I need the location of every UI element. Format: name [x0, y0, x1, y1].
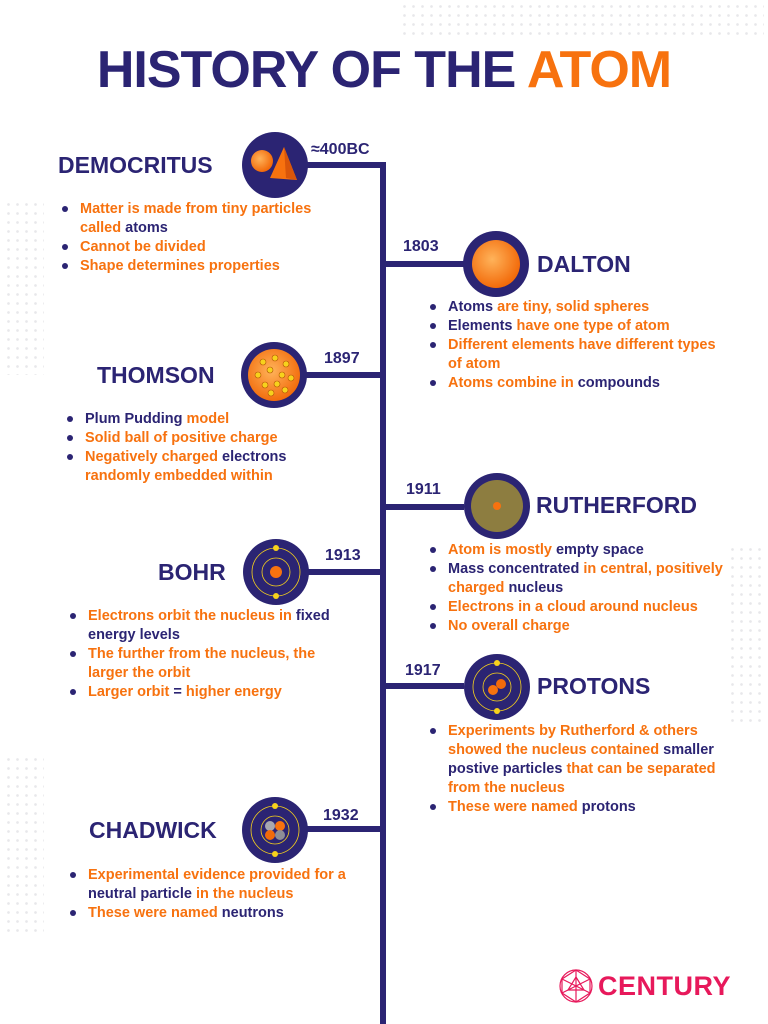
fact-text: fixed energy levels: [88, 608, 330, 643]
fact-text: Different elements have different types of atom: [448, 337, 716, 372]
timeline-branch: [380, 683, 464, 689]
title-accent: ATOM: [526, 41, 672, 99]
fact-text: electrons: [222, 449, 287, 465]
dot-pattern: [4, 200, 44, 375]
facts-thomson: [61, 410, 331, 486]
fact-text: that can be separated from the nucleus: [448, 761, 716, 796]
proton-nucleus-icon: [464, 654, 530, 720]
entry-year-chadwick: 1932: [323, 807, 359, 824]
dot-pattern: [728, 545, 766, 725]
fact-item: [56, 200, 346, 238]
orbit-model-icon: [243, 539, 309, 605]
fact-item: [424, 374, 724, 393]
fact-item: [424, 336, 724, 374]
entry-year-protons: 1917: [405, 662, 441, 679]
fact-item: [424, 298, 724, 317]
title-main: HISTORY OF THE: [96, 41, 527, 99]
fact-text: Atoms: [448, 299, 494, 315]
entry-name-protons: PROTONS: [537, 673, 651, 699]
century-logo: [558, 966, 748, 1004]
fact-text: Electrons orbit the nucleus in: [88, 608, 296, 624]
fact-item: [424, 598, 724, 617]
facts-protons: [424, 722, 734, 817]
fact-text: Solid ball of positive charge: [85, 430, 278, 446]
page-title: [0, 38, 768, 102]
fact-item: [424, 541, 724, 560]
fact-item: [56, 257, 346, 276]
fact-text: The further from the nucleus, the larger the orbit: [88, 646, 316, 681]
fact-text: Atoms combine in: [448, 375, 578, 391]
fact-item: [64, 607, 354, 645]
entry-name-rutherford: RUTHERFORD: [536, 492, 697, 518]
dot-pattern: [4, 755, 44, 935]
dot-pattern: [400, 2, 764, 38]
fact-text: Negatively charged: [85, 449, 222, 465]
timeline-branch: [306, 162, 386, 168]
fact-text: Shape determines properties: [80, 258, 280, 274]
fact-item: [64, 866, 364, 904]
fact-text: in the nucleus: [191, 886, 294, 902]
century-logo-icon: [558, 968, 594, 1004]
sphere-and-pyramid-icon: [242, 132, 308, 198]
fact-text: Plum Pudding: [85, 411, 183, 427]
timeline-branch: [380, 261, 464, 267]
fact-item: [56, 238, 346, 257]
fact-text: compounds: [577, 375, 660, 391]
entry-name-thomson: THOMSON: [97, 362, 215, 388]
fact-item: [64, 645, 354, 683]
fact-text: Electrons in a cloud around nucleus: [448, 599, 698, 615]
facts-chadwick: [64, 866, 364, 923]
fact-text: Larger orbit: [88, 684, 170, 700]
fact-text: nucleus: [508, 580, 564, 596]
fact-text: smaller postive particles: [448, 742, 714, 777]
entry-name-chadwick: CHADWICK: [89, 817, 217, 843]
fact-item: [61, 448, 331, 486]
fact-text: model: [182, 411, 230, 427]
fact-item: [61, 429, 331, 448]
fact-item: [61, 410, 331, 429]
fact-item: [424, 560, 724, 598]
facts-rutherford: [424, 541, 724, 636]
fact-text: Cannot be divided: [80, 239, 206, 255]
entry-year-rutherford: 1911: [406, 481, 441, 498]
fact-text: Experimental evidence provided for a: [88, 867, 346, 883]
fact-text: Atom is mostly: [448, 542, 556, 558]
fact-text: Elements: [448, 318, 513, 334]
fact-text: are tiny, solid spheres: [493, 299, 650, 315]
timeline-branch: [306, 826, 386, 832]
fact-item: [64, 683, 354, 702]
fact-item: [424, 798, 734, 817]
brand-name: CENTURY: [598, 971, 732, 1001]
plum-pudding-icon: [241, 342, 307, 408]
timeline-branch: [380, 504, 464, 510]
fact-item: [64, 904, 364, 923]
fact-text: atoms: [125, 220, 168, 236]
fact-text: neutrons: [221, 905, 284, 921]
fact-item: [424, 317, 724, 336]
entry-name-dalton: DALTON: [537, 251, 631, 277]
timeline-branch: [306, 569, 386, 575]
facts-dalton: [424, 298, 724, 393]
entry-year-bohr: 1913: [325, 547, 361, 564]
fact-text: Matter is made from tiny particles called: [80, 201, 312, 236]
fact-text: These were named: [88, 905, 222, 921]
fact-text: Experiments by Rutherford & others showed the nucleus contained: [448, 723, 698, 758]
fact-text: in central, positively charged: [448, 561, 723, 596]
neutron-nucleus-icon: [242, 797, 308, 863]
facts-bohr: [64, 607, 354, 702]
fact-text: protons: [581, 799, 636, 815]
nucleus-cloud-icon: [464, 473, 530, 539]
entry-year-thomson: 1897: [324, 350, 360, 367]
entry-name-bohr: BOHR: [158, 559, 226, 585]
fact-text: neutral particle: [88, 886, 192, 902]
fact-text: No overall charge: [448, 618, 570, 634]
fact-text: empty space: [555, 542, 644, 558]
fact-text: These were named: [448, 799, 582, 815]
fact-text: Mass concentrated: [448, 561, 580, 577]
facts-democritus: [56, 200, 346, 276]
entry-year-democritus: ≈400BC: [311, 141, 370, 158]
fact-text: randomly embedded within: [85, 468, 273, 484]
entry-year-dalton: 1803: [403, 238, 439, 255]
fact-text: have one type of atom: [512, 318, 670, 334]
fact-item: [424, 617, 724, 636]
fact-text: =: [169, 684, 186, 700]
timeline-line: [380, 162, 386, 1024]
fact-item: [424, 722, 734, 798]
entry-name-democritus: DEMOCRITUS: [58, 152, 213, 178]
solid-sphere-icon: [463, 231, 529, 297]
timeline-branch: [306, 372, 386, 378]
fact-text: higher energy: [185, 684, 282, 700]
